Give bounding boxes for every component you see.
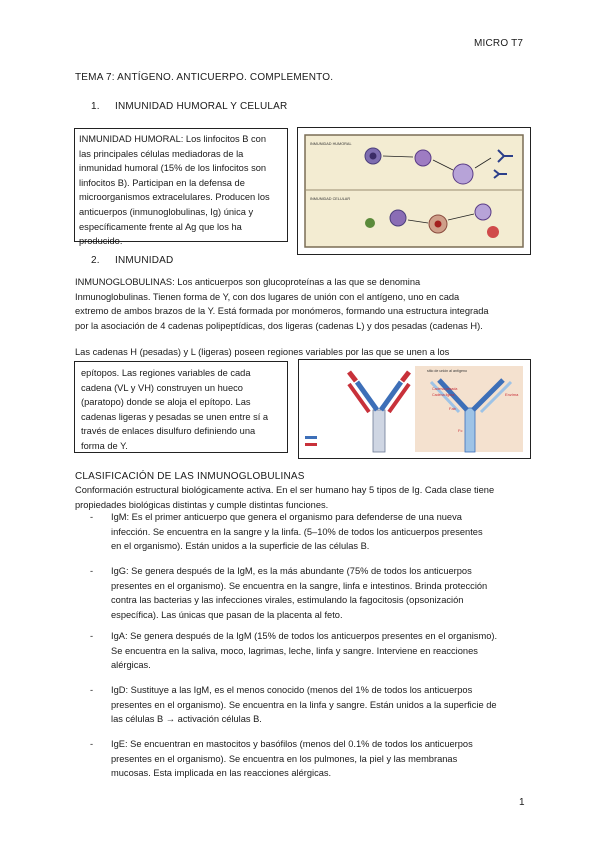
list-dash: -: [90, 512, 94, 522]
nucleus-icon: [435, 221, 442, 228]
nucleus-icon: [370, 153, 377, 160]
fab-label: Fab: [449, 406, 456, 411]
section-1-number: 1.: [91, 101, 100, 112]
text-line: Conformación estructural biológicamente activa. En el ser humano hay 5 tipos de Ig. Cada clase tiene: [75, 485, 495, 495]
text-line: IgD: Sustituye a las IgM, es el menos conocido (menos del 1% de todos los anticuerpos: [111, 685, 473, 695]
text-line: por la asociación de 4 cadenas polipeptídicas, dos ligeras (cadenas L) y dos pesadas (cadenas H).: [75, 320, 483, 331]
list-dash: -: [90, 685, 94, 695]
legend-heavy-swatch: [305, 436, 317, 439]
list-dash: -: [90, 566, 94, 576]
text-line: específicamente frente al Ag que los ha: [79, 221, 242, 232]
light-chain-label: Cadena ligera: [432, 393, 455, 397]
text-line: IgA: Se genera después de la IgM (15% de todos los anticuerpos presentes en el organismo).: [111, 631, 498, 641]
text-line: (paratopo) donde se aloja el epítopo. Las: [81, 397, 251, 408]
text-line: INMUNOGLOBULINAS: Los anticuerpos son glucoproteínas a las que se denomina: [75, 277, 421, 287]
text-line: INMUNIDAD HUMORAL: Los linfocitos B con: [79, 134, 267, 144]
text-line: cadenas ligeras y pesadas se unen entre sí a: [81, 411, 269, 422]
antibody-left: [349, 372, 409, 452]
text-line: producido.: [79, 236, 123, 247]
antigen-site-label: sitio de unión al antígeno: [427, 369, 467, 373]
text-line: anticuerpos (inmunoglobulinas, Ig) única y: [79, 206, 254, 217]
enzyme-label: Enzima: [505, 392, 519, 397]
activated-cell-icon: [475, 204, 491, 220]
text-line: en el organismo). Están unidos a la superficie de las células B.: [111, 541, 370, 552]
text-line: Se encuentra en la saliva, moco, lagrimas, leche, linfa y sangre. Interviene en reacciones: [111, 645, 478, 656]
antibody-right: [415, 366, 523, 452]
chains-box: [74, 361, 288, 453]
antibody-structure-figure: [298, 359, 531, 459]
text-line: inmunidad humoral (15% de los linfocitos son: [79, 163, 267, 174]
text-line: presentes en el organismo). Se encuentra en los pulmones, la piel y las membranas: [111, 753, 458, 764]
immunoglobulins-paragraph: [75, 275, 535, 333]
section-2-number: 2.: [91, 255, 100, 266]
antibody-diagram: [299, 360, 530, 458]
text-line: Inmunoglobulinas. Tienen forma de Y, con dos lugares de unión con el antígeno, uno en cada: [75, 291, 460, 302]
text-line: IgM: Es el primer anticuerpo que genera el organismo para defenderse de una nueva: [111, 512, 462, 522]
text-line: epítopos. Las regiones variables de cada: [81, 368, 251, 378]
text-line: cadena (VL y VH) construyen un hueco: [81, 382, 243, 393]
text-line: IgG: Se genera después de la IgM, es la más abundante (75% de todos los anticuerpos: [111, 566, 472, 576]
heavy-chain-label: Cadena pesada: [432, 387, 458, 391]
text-line: linfocitos B). Participan en la defensa de: [79, 177, 245, 188]
section-1-heading: INMUNIDAD HUMORAL Y CELULAR: [115, 101, 288, 112]
humoral-label: INMUNIDAD HUMORAL: [310, 142, 352, 146]
text-line: través de enlaces disulfuro definiendo una: [81, 426, 256, 437]
fc-region: [465, 408, 475, 452]
fc-label: Fc: [458, 428, 463, 433]
section-2-heading: INMUNIDAD: [115, 255, 174, 266]
chains-paragraph-first-line: Las cadenas H (pesadas) y L (ligeras) poseen regiones variables por las que se unen a los: [75, 347, 450, 357]
text-line: alérgicas.: [111, 660, 151, 671]
text-line: microorganismos extracelulares. Producen los: [79, 192, 270, 203]
immunity-diagram-figure: [297, 127, 531, 255]
text-line: las principales células mediadoras de la: [79, 148, 244, 159]
text-line: IgE: Se encuentran en mastocitos y basófilos (menos del 0.1% de todos los anticuerpos: [111, 739, 473, 749]
text-line: presentes en el organismo). Se encuentra en la sangre, linfa e intestinos. Brinda protección: [111, 580, 488, 591]
humoral-immunity-box: [74, 128, 288, 247]
killed-cell-icon: [487, 226, 499, 238]
plasma-cell-icon: [453, 164, 473, 184]
immunity-diagram: [298, 128, 530, 254]
microbe-icon: [365, 218, 375, 228]
text-line: infección. Se encuentra en la sangre y la linfa. (5–10% de todos los anticuerpos presentes: [111, 526, 483, 537]
fc-stem: [373, 410, 385, 452]
text-line: las células B → activación células B.: [111, 714, 262, 725]
legend-light-swatch: [305, 443, 317, 446]
variable-region: [349, 372, 356, 381]
course-header: MICRO T7: [474, 38, 524, 49]
text-line: mucosas. Esta implicada en las reacciones alérgicas.: [111, 768, 332, 779]
classification-heading: CLASIFICACIÓN DE LAS INMUNOGLOBULINAS: [75, 471, 305, 482]
text-line: extremo de ambos brazos de la Y. Está formada por monómeros, formando una estructura integrada: [75, 306, 489, 317]
text-line: específica). Las únicas que pasan de la placenta al feto.: [111, 609, 343, 620]
list-dash: -: [90, 631, 94, 641]
variable-region: [402, 372, 409, 381]
text-line: propiedades biológicas distintas y cumple distintas funciones.: [75, 499, 329, 510]
page-number: 1: [519, 797, 525, 808]
t-cell-icon: [390, 210, 406, 226]
text-line: forma de Y.: [81, 440, 128, 451]
plasma-cell-icon: [415, 150, 431, 166]
classification-intro: [75, 483, 535, 512]
page-title: TEMA 7: ANTÍGENO. ANTICUERPO. COMPLEMENTO.: [75, 72, 334, 83]
list-dash: -: [90, 739, 94, 749]
celular-label: INMUNIDAD CELULAR: [310, 197, 351, 201]
text-line: contra las bacterias y las infecciones virales, estimulando la fagocitosis (opsonización: [111, 595, 464, 606]
text-line: presentes en el organismo). Se encuentra en la linfa y sangre. Están unidos a la superficie de: [111, 699, 497, 710]
